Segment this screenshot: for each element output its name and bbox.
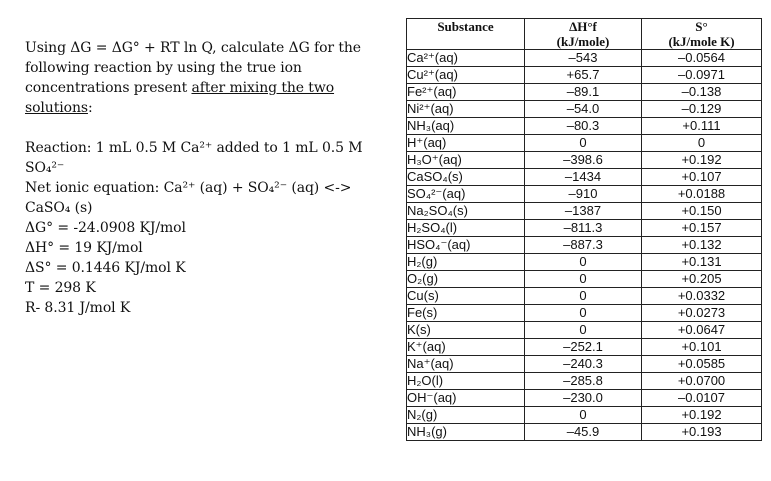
intro-emphasis-end: solutions <box>25 100 88 116</box>
table-row <box>407 152 762 169</box>
header-entropy-line2: (kJ/mole K) <box>668 34 735 49</box>
entropy-cell: +0.101 <box>642 339 762 356</box>
reaction-line-2: SO₄²⁻ <box>25 160 65 176</box>
table-row <box>407 424 762 441</box>
dhf-cell: –910 <box>525 186 642 203</box>
dhf-cell: 0 <box>525 407 642 424</box>
dhf-cell: –1434 <box>525 169 642 186</box>
dhf-cell: –45.9 <box>525 424 642 441</box>
entropy-cell: –0.0564 <box>642 50 762 67</box>
entropy-cell: –0.138 <box>642 84 762 101</box>
table-row <box>407 67 762 84</box>
substance-cell: Ni²⁺(aq) <box>407 101 525 118</box>
header-dhf-line1: ΔH°f <box>569 19 597 34</box>
dhf-cell: –230.0 <box>525 390 642 407</box>
table-row <box>407 118 762 135</box>
table-row <box>407 322 762 339</box>
entropy-cell: +0.132 <box>642 237 762 254</box>
entropy-cell: –0.0971 <box>642 67 762 84</box>
substance-cell: Cu(s) <box>407 288 525 305</box>
entropy-cell: +0.193 <box>642 424 762 441</box>
delta-g-line: ΔG° = -24.0908 KJ/mol <box>25 220 186 236</box>
dhf-cell: –54.0 <box>525 101 642 118</box>
substance-cell: N₂(g) <box>407 407 525 424</box>
table-header-row <box>407 19 762 50</box>
entropy-cell: +0.0332 <box>642 288 762 305</box>
intro-line-1: Using ΔG = ΔG° + RT ln Q, calculate ΔG for the <box>25 40 361 56</box>
net-ionic-line: Net ionic equation: Ca²⁺ (aq) + SO₄²⁻ (aq) <-> <box>25 180 352 196</box>
table-row <box>407 186 762 203</box>
table-row <box>407 237 762 254</box>
table-row <box>407 203 762 220</box>
substance-cell: NH₃(aq) <box>407 118 525 135</box>
delta-h-line: ΔH° = 19 KJ/mol <box>25 240 143 256</box>
problem-text <box>25 38 385 318</box>
net-ionic-line-2: CaSO₄ (s) <box>25 200 93 216</box>
table-row <box>407 254 762 271</box>
dhf-cell: 0 <box>525 254 642 271</box>
substance-cell: NH₃(g) <box>407 424 525 441</box>
entropy-cell: +0.157 <box>642 220 762 237</box>
table-row <box>407 50 762 67</box>
substance-cell: Ca²⁺(aq) <box>407 50 525 67</box>
dhf-cell: 0 <box>525 305 642 322</box>
dhf-cell: +65.7 <box>525 67 642 84</box>
intro-colon: : <box>87 100 93 116</box>
table-row <box>407 101 762 118</box>
entropy-cell: –0.129 <box>642 101 762 118</box>
header-entropy <box>642 19 762 50</box>
intro-line-3 <box>25 78 385 98</box>
table-body <box>407 50 762 441</box>
thermo-data-table <box>406 18 762 441</box>
entropy-cell: +0.0647 <box>642 322 762 339</box>
entropy-cell: +0.111 <box>642 118 762 135</box>
substance-cell: O₂(g) <box>407 271 525 288</box>
substance-cell: K⁺(aq) <box>407 339 525 356</box>
substance-cell: Cu²⁺(aq) <box>407 67 525 84</box>
entropy-cell: +0.192 <box>642 407 762 424</box>
table-row <box>407 373 762 390</box>
header-substance-label: Substance <box>437 19 494 34</box>
entropy-cell: +0.150 <box>642 203 762 220</box>
reaction-line: Reaction: 1 mL 0.5 M Ca²⁺ added to 1 mL 0.5 M <box>25 140 363 156</box>
table-row <box>407 407 762 424</box>
dhf-cell: –285.8 <box>525 373 642 390</box>
entropy-cell: +0.131 <box>642 254 762 271</box>
dhf-cell: –240.3 <box>525 356 642 373</box>
dhf-cell: –398.6 <box>525 152 642 169</box>
intro-line-3-text: concentrations present <box>25 80 192 96</box>
dhf-cell: 0 <box>525 288 642 305</box>
dhf-cell: –89.1 <box>525 84 642 101</box>
dhf-cell: 0 <box>525 322 642 339</box>
entropy-cell: +0.107 <box>642 169 762 186</box>
dhf-cell: 0 <box>525 135 642 152</box>
substance-cell: Fe²⁺(aq) <box>407 84 525 101</box>
entropy-cell: +0.0585 <box>642 356 762 373</box>
dhf-cell: –80.3 <box>525 118 642 135</box>
table-row <box>407 220 762 237</box>
table-row <box>407 339 762 356</box>
delta-s-line: ΔS° = 0.1446 KJ/mol K <box>25 260 186 276</box>
entropy-cell: 0 <box>642 135 762 152</box>
dhf-cell: –887.3 <box>525 237 642 254</box>
table-row <box>407 271 762 288</box>
intro-emphasis: after mixing the two <box>191 80 335 96</box>
header-dhf-line2: (kJ/mole) <box>556 34 610 49</box>
table-row <box>407 84 762 101</box>
header-dhf <box>525 19 642 50</box>
gas-constant-line: R- 8.31 J/mol K <box>25 300 131 316</box>
entropy-cell: –0.0107 <box>642 390 762 407</box>
dhf-cell: –811.3 <box>525 220 642 237</box>
entropy-cell: +0.0273 <box>642 305 762 322</box>
entropy-cell: +0.205 <box>642 271 762 288</box>
substance-cell: CaSO₄(s) <box>407 169 525 186</box>
substance-cell: H₂SO₄(l) <box>407 220 525 237</box>
substance-cell: SO₄²⁻(aq) <box>407 186 525 203</box>
entropy-cell: +0.0700 <box>642 373 762 390</box>
table-row <box>407 356 762 373</box>
dhf-cell: –1387 <box>525 203 642 220</box>
temperature-line: T = 298 K <box>25 280 96 296</box>
substance-cell: K(s) <box>407 322 525 339</box>
dhf-cell: –543 <box>525 50 642 67</box>
substance-cell: H⁺(aq) <box>407 135 525 152</box>
substance-cell: Na₂SO₄(s) <box>407 203 525 220</box>
intro-line-2: following reaction by using the true ion <box>25 60 302 76</box>
substance-cell: H₂O(l) <box>407 373 525 390</box>
table-row <box>407 305 762 322</box>
table-row <box>407 288 762 305</box>
table-row <box>407 135 762 152</box>
substance-cell: HSO₄⁻(aq) <box>407 237 525 254</box>
substance-cell: Na⁺(aq) <box>407 356 525 373</box>
substance-cell: OH⁻(aq) <box>407 390 525 407</box>
substance-cell: H₂(g) <box>407 254 525 271</box>
dhf-cell: –252.1 <box>525 339 642 356</box>
header-entropy-line1: S° <box>695 19 708 34</box>
entropy-cell: +0.0188 <box>642 186 762 203</box>
intro-line-4 <box>25 98 385 118</box>
substance-cell: H₃O⁺(aq) <box>407 152 525 169</box>
table-row <box>407 390 762 407</box>
entropy-cell: +0.192 <box>642 152 762 169</box>
dhf-cell: 0 <box>525 271 642 288</box>
table-row <box>407 169 762 186</box>
header-substance <box>407 19 525 50</box>
substance-cell: Fe(s) <box>407 305 525 322</box>
spacer <box>25 118 385 138</box>
